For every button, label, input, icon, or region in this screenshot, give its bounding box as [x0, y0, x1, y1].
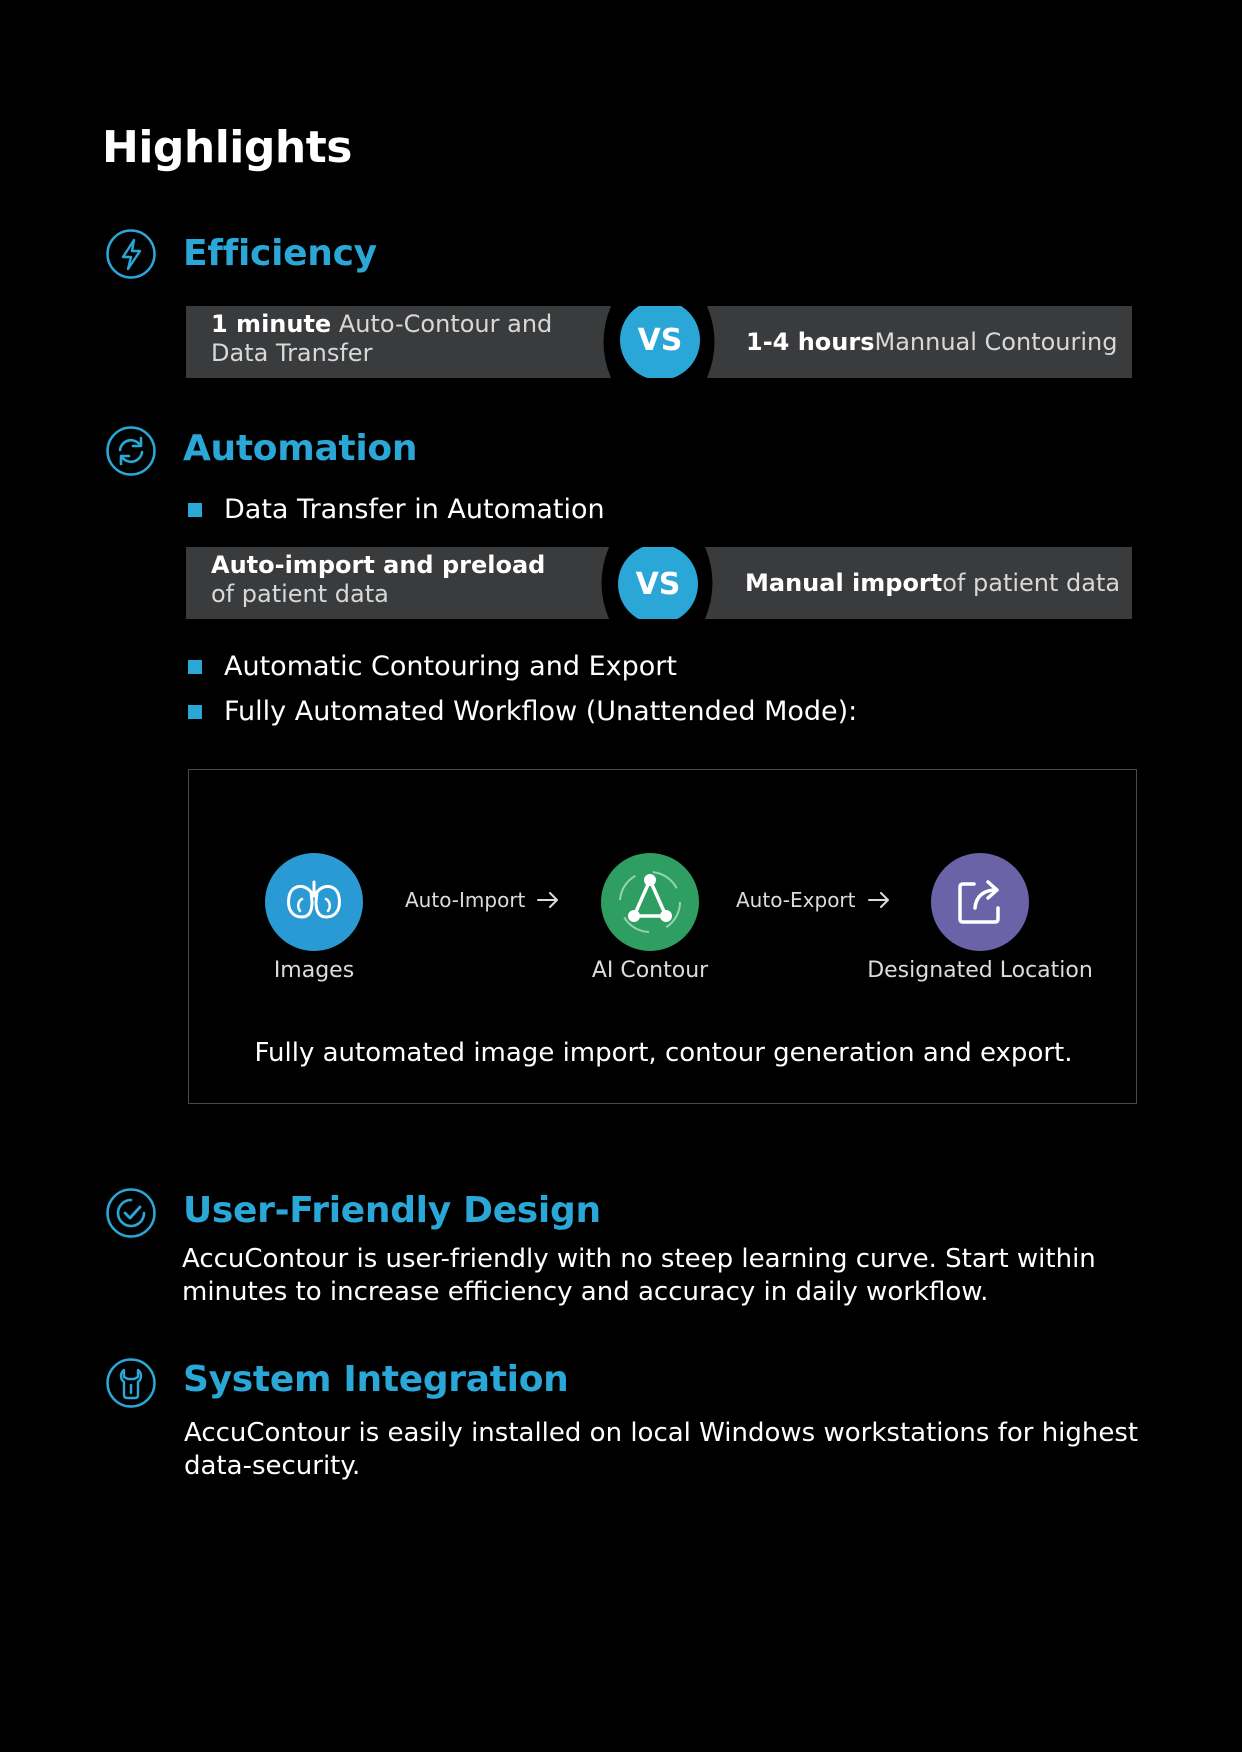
efficiency-left-text — [211, 310, 571, 368]
arrow-right-icon — [868, 892, 890, 908]
integration-heading: System Integration — [183, 1359, 569, 1400]
automation-right-rest: of patient data — [942, 568, 1121, 597]
lightning-icon — [105, 228, 157, 280]
efficiency-heading: Efficiency — [183, 233, 377, 274]
refresh-icon — [105, 425, 157, 477]
images-node — [264, 852, 364, 952]
user-friendly-text — [182, 1243, 1096, 1309]
bullet-contouring-export — [188, 651, 677, 682]
efficiency-left-rest: Auto-Contour and Data Transfer — [211, 310, 553, 367]
efficiency-comparison — [186, 306, 1132, 378]
user-friendly-heading: User-Friendly Design — [183, 1190, 601, 1231]
auto-export-arrow — [736, 888, 890, 912]
lungs-icon — [264, 852, 364, 952]
automation-right-text — [745, 547, 1125, 619]
automation-left-rest: of patient data — [211, 580, 389, 608]
auto-import-label: Auto-Import — [405, 888, 526, 912]
share-export-icon — [930, 852, 1030, 952]
efficiency-right-bold: 1-4 hours — [746, 327, 875, 356]
automation-heading: Automation — [183, 428, 418, 469]
page-title: Highlights — [102, 122, 352, 173]
user-friendly-line-2: minutes to increase efficiency and accuracy in daily workflow. — [182, 1277, 989, 1307]
bullet-text: Fully Automated Workflow (Unattended Mode): — [224, 696, 858, 727]
bullet-data-transfer — [188, 494, 605, 525]
workflow-diagram — [188, 769, 1137, 1104]
integration-line-2: data-security. — [184, 1451, 361, 1481]
ai-network-icon — [600, 852, 700, 952]
automation-right-bold: Manual import — [745, 568, 943, 597]
integration-text — [184, 1417, 1138, 1483]
bullet-square — [188, 705, 202, 719]
efficiency-vs-badge: VS — [637, 322, 683, 358]
automation-comparison — [186, 547, 1132, 619]
designated-location-node — [930, 852, 1030, 952]
images-label: Images — [273, 958, 355, 983]
auto-import-arrow — [405, 888, 559, 912]
wrench-icon — [105, 1357, 157, 1409]
ai-contour-label: AI Contour — [591, 958, 709, 983]
integration-line-1: AccuContour is easily installed on local Windows workstations for highest — [184, 1418, 1139, 1448]
automation-vs-badge: VS — [635, 566, 681, 602]
auto-export-label: Auto-Export — [736, 888, 856, 912]
check-badge-icon — [105, 1187, 157, 1239]
efficiency-left-bold: 1 minute — [211, 310, 332, 338]
bullet-square — [188, 660, 202, 674]
automation-left-bold: Auto-import and preload — [211, 551, 546, 579]
bullet-text: Automatic Contouring and Export — [224, 651, 677, 682]
workflow-caption: Fully automated image import, contour generation and export. — [254, 1038, 1073, 1068]
efficiency-right-rest: Mannual Contouring — [874, 327, 1118, 356]
ai-contour-node — [600, 852, 700, 952]
user-friendly-line-1: AccuContour is user-friendly with no steep learning curve. Start within — [182, 1244, 1096, 1274]
automation-left-text — [211, 551, 571, 609]
bullet-text: Data Transfer in Automation — [224, 494, 605, 525]
arrow-right-icon — [537, 892, 559, 908]
designated-location-label: Designated Location — [867, 958, 1093, 983]
bullet-unattended-mode — [188, 696, 857, 727]
bullet-square — [188, 503, 202, 517]
efficiency-right-text — [746, 306, 1126, 378]
